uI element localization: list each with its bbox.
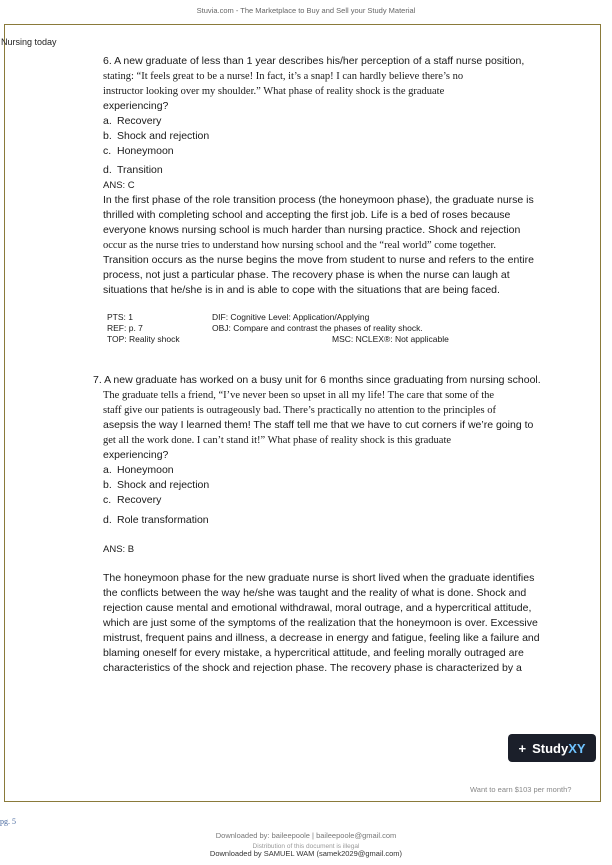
q7-option-b: b. Shock and rejection [103,479,210,491]
page-number: pg. 5 [0,817,16,826]
rationale-line: occur as the nurse tries to understand how nursing school and the “real world” come together. [103,240,497,251]
q7-stem-line: 7. A new graduate has worked on a busy unit for 6 months since graduating from nursing school. [93,374,541,386]
q6-stem-line: experiencing? [103,100,169,112]
meta-obj: OBJ: Compare and contrast the phases of reality shock. [212,323,423,333]
q7-stem-line: asepsis the way I learned them! The staff tell me that we have to cut corners if we’re going to [103,419,534,431]
q6-stem-line: stating: “It feels great to be a nurse! In fact, it’s a snap! I can hardly believe there’s no [103,71,464,82]
running-title: Nursing today [1,37,57,47]
rationale-line: situations that he/she is in and is able to cope with the situations that are being faced. [103,284,500,296]
q6-option-a: a. Recovery [103,115,162,127]
earn-link[interactable]: Want to earn $103 per month? [470,785,572,794]
q7-stem-line: experiencing? [103,449,169,461]
brand-logo: StudyXY [532,740,586,756]
q7-stem-line: staff give our patients is outrageously bad. There’s practically no attention to the principles of [103,405,496,416]
meta-dif: DIF: Cognitive Level: Application/Applying [212,312,370,322]
rationale-line: which are just some of the symptoms of the realization that the honeymoon is over. Excessive [103,617,538,629]
q7-stem-line: get all the work done. I can’t stand it!” What phase of reality shock is this graduate [103,435,452,446]
distribution-notice: Distribution of this document is illegal [252,843,360,850]
downloaded-by-2: Downloaded by SAMUEL WAM (samek2029@gmail.com) [209,849,403,858]
meta-top: TOP: Reality shock [107,334,180,344]
q7-option-d: d. Role transformation [103,514,209,526]
rationale-line: process, not just a particular phase. The recovery phase is when the nurse can laugh at [103,269,510,281]
rationale-line: everyone knows nursing school is much harder than nursing practice. Shock and rejection [103,224,521,236]
meta-msc: MSC: NCLEX®: Not applicable [332,334,449,344]
q7-stem-line: The graduate tells a friend, “I’ve never been so upset in all my life! The care that some of the [103,390,495,401]
q7-block [93,373,593,676]
q7-option-c: c. Recovery [103,494,162,506]
site-banner: Stuvia.com - The Marketplace to Buy and Sell your Study Material [196,6,416,15]
q6-option-d: d. Transition [103,164,163,176]
rationale-line: Transition occurs as the nurse begins the move from student to nurse and refers to the entire [103,254,534,266]
rationale-line: characteristics of the shock and rejection phase. The recovery phase is characterized by a [103,662,522,674]
rationale-line: thrilled with completing school and accepting the first job. Life is a bed of roses because [103,209,511,221]
q6-option-c: c. Honeymoon [103,145,174,157]
main-content [93,54,593,676]
plus-icon: + [518,740,527,756]
rationale-line: the conflicts between the way he/she was taught and the reality of what is done. Shock and [103,587,527,599]
rationale-line: blaming oneself for every mistake, a hypercritical attitude, and feeling morally outraged are [103,647,524,659]
q7-option-a: a. Honeymoon [103,464,174,476]
downloaded-by: Downloaded by: baileepoole | baileepoole@gmail.com [215,831,397,840]
rationale-line: In the first phase of the role transition process (the honeymoon phase), the graduate nurse is [103,194,534,206]
q6-stem-line: 6. A new graduate of less than 1 year describes his/her perception of a staff nurse position, [103,55,525,67]
meta-ref: REF: p. 7 [107,323,143,333]
q7-rationale [103,571,593,676]
studyxy-badge[interactable] [508,734,596,762]
q7-answer: ANS: B [103,544,135,555]
q6-answer: ANS: C [103,180,135,191]
rationale-line: The honeymoon phase for the new graduate nurse is short lived when the graduate identifies [103,572,535,584]
rationale-line: mistrust, frequent pains and illness, a decrease in energy and fatigue, feeling like a failure and [103,632,540,644]
rationale-line: rejection cause mental and emotional withdrawal, moral outrage, and a hypercritical attitude, [103,602,532,614]
q6-option-b: b. Shock and rejection [103,130,210,142]
q6-stem-line: instructor looking over my shoulder.” What phase of reality shock is the graduate [103,86,445,97]
q6-rationale [103,193,593,298]
q6-meta [107,312,593,345]
meta-pts: PTS: 1 [107,312,133,322]
